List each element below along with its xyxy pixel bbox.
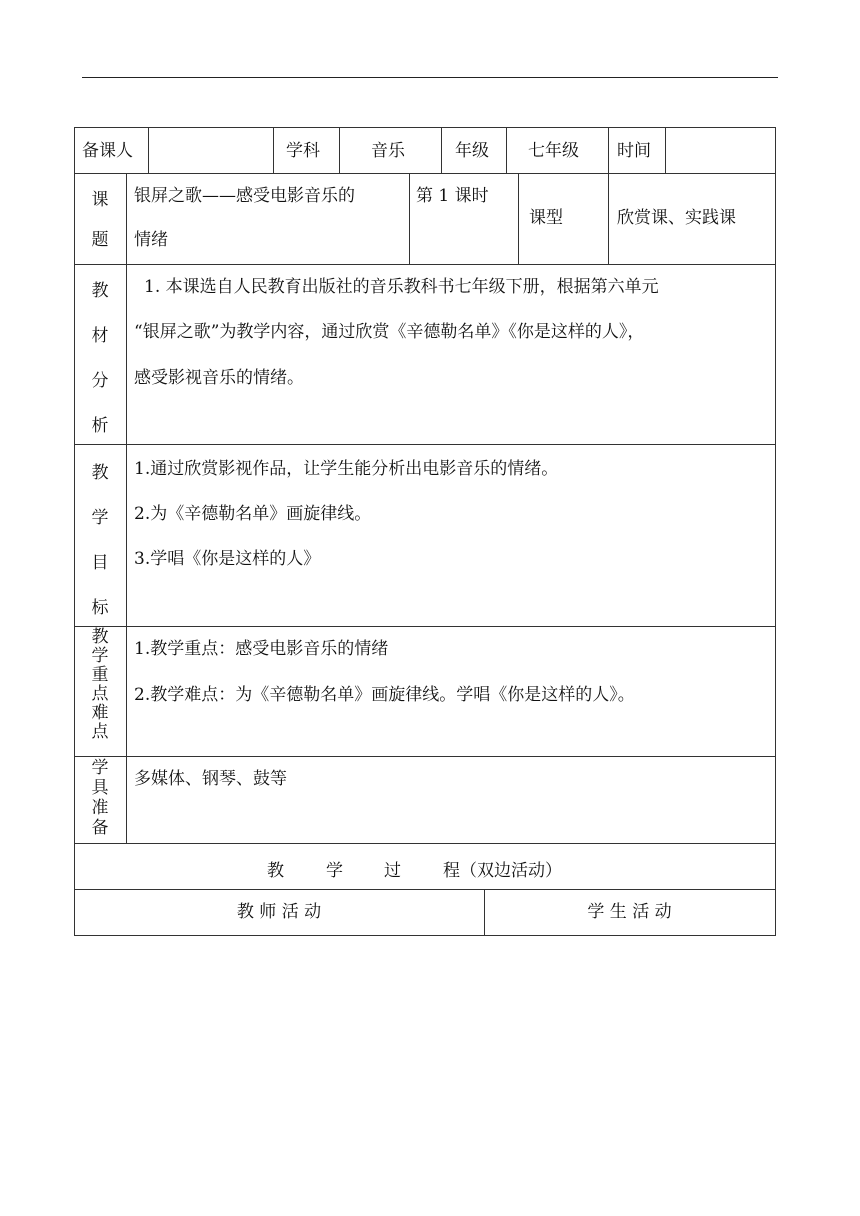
table-border-bottom xyxy=(74,935,776,936)
table-row-divider xyxy=(74,843,776,844)
process-header-char: 程（双边活动） xyxy=(443,861,562,881)
table-col-divider xyxy=(339,127,340,173)
table-row-divider xyxy=(74,756,776,757)
label-char: 教 xyxy=(91,463,109,483)
teaching-goal-item: 2.为《辛德勒名单》画旋律线。 xyxy=(134,504,372,524)
table-row-divider xyxy=(74,264,776,265)
lesson-period: 第 1 课时 xyxy=(416,186,489,206)
label-char: 准 xyxy=(91,798,109,818)
subject-label: 学科 xyxy=(286,141,320,161)
topic-label-char: 题 xyxy=(91,230,109,250)
process-header-char: 教 xyxy=(267,861,284,881)
preparer-label: 备课人 xyxy=(82,141,133,161)
topic-label-char: 课 xyxy=(91,190,109,210)
label-char: 备 xyxy=(91,818,109,838)
material-analysis-line: “银屏之歌”为教学内容，通过欣赏《辛德勒名单》《你是这样的人》， xyxy=(134,322,645,342)
table-col-divider xyxy=(608,127,609,173)
table-row-divider xyxy=(74,173,776,174)
label-char: 析 xyxy=(91,416,109,436)
process-header xyxy=(74,856,776,880)
label-char: 学 xyxy=(91,758,109,778)
key-points-label xyxy=(74,628,126,742)
table-border-top xyxy=(74,127,776,128)
tools-text: 多媒体、钢琴、鼓等 xyxy=(134,769,287,789)
label-char: 目 xyxy=(91,553,109,573)
material-analysis-label xyxy=(74,276,126,436)
material-analysis-line: 感受影视音乐的情绪。 xyxy=(134,368,304,388)
lesson-type-label: 课型 xyxy=(529,208,563,228)
label-char: 标 xyxy=(91,598,109,618)
table-row-divider xyxy=(74,626,776,627)
teaching-goal-item: 1.通过欣赏影视作品，让学生能分析出电影音乐的情绪。 xyxy=(134,459,559,479)
process-header-char: 过 xyxy=(384,861,401,881)
label-char: 教 xyxy=(91,281,109,301)
label-char: 学 xyxy=(91,508,109,528)
topic-label xyxy=(74,185,126,250)
lesson-title-line: 银屏之歌——感受电影音乐的 xyxy=(134,186,355,206)
table-col-divider xyxy=(665,127,666,173)
grade-label: 年级 xyxy=(455,141,489,161)
table-col-divider xyxy=(409,173,410,264)
table-col-divider xyxy=(441,127,442,173)
page-header-rule xyxy=(82,77,778,78)
label-char: 点 xyxy=(91,684,109,704)
table-col-divider xyxy=(148,127,149,173)
table-border-right xyxy=(775,127,776,936)
tools-label xyxy=(74,758,126,838)
label-char: 分 xyxy=(91,371,109,391)
grade-value: 七年级 xyxy=(528,141,579,161)
table-col-divider xyxy=(506,127,507,173)
key-point-item: 1.教学重点：感受电影音乐的情绪 xyxy=(134,639,389,659)
teacher-activity-header: 教 师 活 动 xyxy=(236,902,322,922)
table-col-divider xyxy=(608,173,609,264)
table-row-divider xyxy=(74,444,776,445)
table-col-divider xyxy=(273,127,274,173)
material-analysis-line: 1. 本课选自人民教育出版社的音乐教科书七年级下册，根据第六单元 xyxy=(144,277,659,297)
key-point-item: 2.教学难点：为《辛德勒名单》画旋律线。学唱《你是这样的人》。 xyxy=(134,685,635,705)
label-char: 点 xyxy=(91,722,109,742)
process-header-char: 学 xyxy=(326,861,343,881)
label-char: 难 xyxy=(91,703,109,723)
label-char: 重 xyxy=(91,665,109,685)
table-col-divider xyxy=(126,173,127,264)
table-row-divider xyxy=(74,889,776,890)
teaching-goals-label xyxy=(74,458,126,618)
label-char: 材 xyxy=(91,326,109,346)
table-col-divider xyxy=(126,264,127,843)
label-char: 教 xyxy=(91,627,109,647)
teaching-goal-item: 3.学唱《你是这样的人》 xyxy=(134,549,321,569)
student-activity-header: 学 生 活 动 xyxy=(587,902,672,922)
lesson-type-value: 欣赏课、实践课 xyxy=(617,208,736,228)
time-label: 时间 xyxy=(617,141,651,161)
label-char: 具 xyxy=(91,778,109,798)
label-char: 学 xyxy=(91,646,109,666)
lesson-title-line: 情绪 xyxy=(134,230,168,250)
table-col-divider xyxy=(518,173,519,264)
subject-value: 音乐 xyxy=(371,141,405,161)
